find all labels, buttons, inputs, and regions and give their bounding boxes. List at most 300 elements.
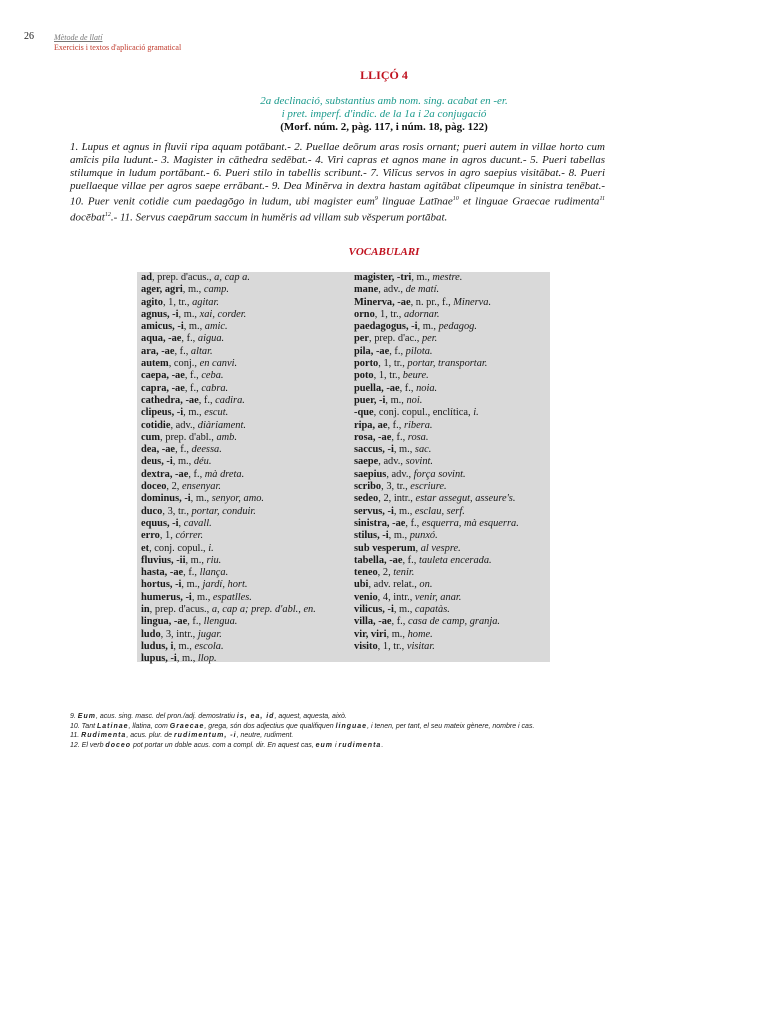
lesson-title: LLIÇÓ 4 — [360, 68, 408, 82]
vocab-entry — [141, 383, 346, 395]
vocab-meaning: al vespre. — [420, 542, 461, 554]
vocab-headword: puella, -ae — [354, 382, 400, 394]
vocab-entry — [354, 370, 548, 382]
vocab-grammar: , f., — [174, 345, 191, 357]
vocab-grammar: , f., — [188, 468, 205, 480]
vocab-headword: villa, -ae — [354, 616, 392, 628]
vocab-entry — [354, 272, 548, 284]
vocab-entry — [354, 358, 548, 370]
vocab-entry — [141, 395, 346, 407]
running-title: Mètode de llatí — [54, 33, 103, 42]
footnote-12 — [70, 741, 615, 751]
vocab-entry — [354, 297, 548, 309]
vocab-grammar: , f., — [184, 382, 202, 394]
footnote-text: i — [333, 741, 339, 749]
exercise-part: docēbat — [70, 211, 105, 224]
vocab-meaning: cadira. — [215, 394, 245, 406]
vocab-headword: dea, -ae — [141, 444, 176, 456]
vocab-entry — [354, 395, 548, 407]
vocab-entry — [354, 629, 548, 641]
vocab-meaning: pilota. — [405, 345, 433, 357]
vocab-grammar: , m., — [388, 530, 410, 542]
vocab-meaning: adornar. — [403, 308, 440, 320]
vocab-meaning: casa de camp, granja. — [407, 616, 501, 628]
vocab-grammar: , 1, tr., — [374, 308, 404, 320]
vocab-entry — [141, 543, 346, 555]
vocab-meaning: mestre. — [432, 272, 463, 283]
vocab-meaning: home. — [407, 628, 433, 640]
exercise-part: et linguae Graecae rudimenta — [458, 195, 600, 208]
vocab-grammar: , 2, — [377, 567, 394, 579]
vocab-entry — [141, 284, 346, 296]
vocab-headword: teneo — [354, 567, 378, 579]
vocab-grammar: , conj. copul., — [149, 542, 209, 554]
vocab-grammar: , 2, intr., — [378, 493, 416, 505]
vocab-headword: clipeus, -i — [141, 407, 184, 419]
footnote-text: 12. El verb — [70, 741, 106, 749]
vocab-headword: vir, viri — [354, 628, 387, 640]
vocab-headword: ludo — [141, 628, 161, 640]
vocab-grammar: , f., — [183, 567, 200, 579]
vocab-grammar: , adv., — [378, 456, 406, 468]
vocab-grammar: , m., — [417, 321, 439, 333]
vocab-meaning: riu. — [206, 554, 222, 566]
vocab-meaning: ensenyar. — [182, 481, 221, 493]
vocab-grammar: , m., — [386, 628, 408, 640]
vocab-grammar: , m., — [191, 591, 213, 603]
vocab-entry — [141, 272, 346, 284]
footnote-text: pot portar un doble acus. com a compl. dir. En aquest cas, — [131, 741, 316, 749]
footnote-text: , i tenen, per tant, el seu mateix gènere, nombre i cas. — [367, 722, 535, 730]
footnote-text: , aquest, aquesta, això. — [274, 713, 347, 720]
vocab-meaning: agitar. — [192, 296, 219, 308]
vocab-headword: autem — [141, 358, 169, 370]
vocab-entry — [141, 432, 346, 444]
vocab-headword: mane — [354, 284, 379, 296]
vocab-grammar: , f., — [402, 554, 419, 566]
vocab-entry — [354, 530, 548, 542]
footnote-term: rudimentum, -i — [173, 732, 237, 739]
vocab-entry — [354, 383, 548, 395]
vocab-grammar: , prep. d'acus., — [149, 604, 212, 616]
vocab-grammar: , n. pr., f., — [410, 296, 454, 308]
vocab-entry — [354, 333, 548, 345]
vocab-headword: vilicus, -i — [354, 604, 394, 616]
vocab-grammar: , m., — [173, 640, 195, 652]
vocab-grammar: , prep. d'abl., — [160, 431, 217, 443]
vocab-headword: ripa, ae — [354, 419, 388, 431]
vocab-headword: tabella, -ae — [354, 554, 403, 566]
vocab-meaning: llop. — [197, 653, 217, 665]
footnote-term: Latinae — [97, 722, 129, 730]
footnote-text: . — [381, 741, 384, 749]
vocab-meaning: estar assegut, asseure's. — [415, 493, 516, 505]
footnote-term: Rudimenta — [81, 732, 127, 739]
footnote-ref: 11 — [599, 196, 605, 202]
vocab-entry — [354, 641, 548, 653]
exercise-part: linguae Latīnae — [377, 195, 453, 208]
vocab-meaning: tauleta encerada. — [418, 554, 492, 566]
vocab-meaning: déu. — [193, 456, 212, 468]
vocab-entry — [141, 567, 346, 579]
vocab-grammar: , f., — [184, 370, 202, 382]
vocab-meaning: venir, anar. — [414, 591, 462, 603]
vocab-headword: paedagogus, -i — [354, 321, 418, 333]
vocab-meaning: aigua. — [197, 333, 225, 345]
vocab-meaning: escut. — [204, 407, 229, 419]
vocab-entry — [354, 309, 548, 321]
footnote-text: 9. — [70, 713, 78, 720]
vocab-grammar: , adv., — [386, 468, 414, 480]
footnote-text: , grega, són dos adjectius que qualifiquen — [204, 722, 336, 730]
lesson-topic — [0, 95, 768, 134]
vocab-headword: fluvius, -ii — [141, 554, 186, 566]
vocab-meaning: senyor, amo. — [211, 493, 264, 505]
vocab-headword: saepe — [354, 456, 379, 468]
vocab-meaning: espatlles. — [212, 591, 252, 603]
vocab-headword: cotidie — [141, 419, 171, 431]
vocab-headword: cathedra, -ae — [141, 394, 199, 406]
vocab-meaning: llengua. — [203, 616, 238, 628]
vocab-meaning: portar, conduir. — [191, 505, 256, 517]
vocab-entry — [141, 469, 346, 481]
vocab-entry — [141, 309, 346, 321]
footnote-ref: 9 — [374, 196, 378, 202]
vocab-entry — [141, 518, 346, 530]
vocab-grammar: , f., — [405, 517, 422, 529]
running-header — [54, 33, 181, 53]
vocab-meaning: i. — [473, 407, 479, 419]
vocab-headword: aqua, -ae — [141, 333, 182, 345]
running-subtitle: Exercicis i textos d'aplicació gramatical — [54, 43, 182, 52]
vocab-headword: hasta, -ae — [141, 567, 184, 579]
vocab-grammar: , 1, — [159, 530, 176, 542]
vocab-entry — [141, 456, 346, 468]
topic-line-1: 2a declinació, substantius amb nom. sing. acabat en -er. — [260, 95, 508, 107]
footnote-text: 10. Tant — [70, 722, 97, 730]
vocab-meaning: on. — [419, 579, 433, 591]
vocab-grammar: , 2, — [166, 481, 182, 493]
vocab-grammar: , f., — [389, 345, 406, 357]
vocab-entry — [354, 567, 548, 579]
vocab-grammar: , f., — [187, 616, 204, 628]
vocabulary-box — [137, 272, 550, 665]
vocab-grammar: , m., — [172, 456, 194, 468]
vocab-meaning: i. — [208, 542, 214, 554]
vocab-grammar: , m., — [181, 579, 203, 591]
vocab-meaning: pedagog. — [438, 321, 477, 333]
vocab-entry — [141, 641, 346, 653]
footnote-text: , llatina, com — [128, 722, 170, 730]
vocab-headword: sub vesperum — [354, 542, 416, 554]
vocab-meaning: rosa. — [407, 431, 429, 443]
vocab-meaning: amic. — [204, 321, 228, 333]
vocab-grammar: , m., — [185, 554, 207, 566]
vocab-grammar: , — [178, 517, 184, 529]
vocab-headword: capra, -ae — [141, 382, 185, 394]
vocab-grammar: , m., — [176, 653, 198, 665]
vocab-entry — [141, 297, 346, 309]
vocab-grammar: , m., — [178, 308, 200, 320]
vocab-entry — [141, 333, 346, 345]
footnotes — [70, 712, 615, 750]
vocab-headword: dextra, -ae — [141, 468, 189, 480]
exercise-part: .- 11. Servus caepārum saccum in humĕris ad villam sub vĕsperum portābat. — [110, 211, 448, 224]
vocab-grammar: , m., — [183, 407, 205, 419]
vocab-headword: magister, -tri — [354, 272, 412, 283]
vocab-headword: hortus, -i — [141, 579, 182, 591]
footnote-9 — [70, 712, 615, 722]
vocab-entry — [141, 493, 346, 505]
vocab-entry — [354, 420, 548, 432]
footnote-term: rudimenta — [338, 741, 382, 749]
vocab-grammar: , 1, tr., — [373, 370, 403, 382]
vocab-entry — [354, 506, 548, 518]
footnote-text: , acus. sing. masc. del pron./adj. demostratiu — [95, 713, 237, 720]
vocab-meaning: portar, transportar. — [407, 358, 488, 370]
vocab-entry — [354, 346, 548, 358]
vocab-meaning: ribera. — [403, 419, 433, 431]
vocab-entry — [141, 481, 346, 493]
vocab-headword: ager, agri — [141, 284, 183, 296]
footnote-text: , neutre, rudiment. — [236, 732, 294, 739]
footnote-term: is, ea, id — [236, 713, 275, 720]
vocab-grammar: , m., — [393, 604, 415, 616]
vocab-grammar: , m., — [393, 444, 415, 456]
vocab-meaning: capatàs. — [414, 604, 450, 616]
vocab-entry — [141, 444, 346, 456]
vocab-headword: saepius — [354, 468, 387, 480]
vocab-meaning: sac. — [414, 444, 432, 456]
footnote-ref: 12 — [104, 211, 111, 218]
vocab-headword: agito — [141, 296, 163, 308]
vocab-meaning: visitar. — [406, 640, 435, 652]
vocab-meaning: punxó. — [409, 530, 438, 542]
vocab-entry — [354, 444, 548, 456]
vocab-entry — [354, 579, 548, 591]
vocab-meaning: escola. — [194, 640, 224, 652]
vocab-meaning: noi. — [406, 394, 423, 406]
vocab-grammar: , 1, tr., — [377, 640, 407, 652]
vocab-meaning: a, cap a. — [214, 272, 250, 283]
vocab-entry — [141, 420, 346, 432]
vocab-meaning: força sovint. — [413, 468, 466, 480]
vocab-entry — [354, 604, 548, 616]
exercise-part: 1. Lupus et agnus in fluvii ripa aquam potābant.- 2. Puellae deōrum aras rosis ornant; pueri autem in villae horto cum amīcis pila ludunt.- 3. Magister in cāthedra sedēbat.- 4. Viri capras et agnos mane in agros ducunt.- 5. Pueri tabellas stilumque in ludum portābant.- 6. Pueri stilo in tabellis scribunt.- 7. Vilĭcus servos in agro saepius visitābat.- 8. Pueri puellaeque villae per agros saepe errābant.- 9. Dea Minĕrva in dextra hastam agitābat clipeumque in sinistra tenēbat.- 10. Puer venit cotidie cum paedagōgo in ludum, ubi magister eum — [70, 141, 605, 208]
page-number: 26 — [24, 31, 34, 42]
vocab-entry — [354, 432, 548, 444]
vocab-grammar: , f., — [399, 382, 417, 394]
vocab-headword: pila, -ae — [354, 345, 390, 357]
vocab-entry — [141, 653, 346, 665]
vocab-headword: erro — [141, 530, 160, 542]
vocab-headword: stilus, -i — [354, 530, 389, 542]
vocab-entry — [141, 370, 346, 382]
vocab-meaning: esquerra, mà esquerra. — [421, 517, 519, 529]
vocab-headword: servus, -i — [354, 505, 394, 517]
vocab-grammar: , adv., — [378, 284, 406, 296]
footnote-term: Graecae — [169, 722, 205, 730]
vocab-headword: visito — [354, 640, 378, 652]
vocab-grammar: , m., — [385, 394, 407, 406]
vocab-headword: poto — [354, 370, 374, 382]
vocab-grammar: , conj., — [168, 358, 200, 370]
vocab-entry — [354, 592, 548, 604]
footnote-10 — [70, 722, 615, 732]
vocab-grammar: , m., — [182, 284, 204, 296]
vocab-entry — [141, 629, 346, 641]
vocab-meaning: córrer. — [175, 530, 204, 542]
vocab-meaning: escriure. — [410, 481, 447, 493]
vocab-meaning: amb. — [216, 431, 237, 443]
vocab-entry — [354, 407, 548, 419]
vocab-grammar: , prep. d'ac., — [369, 333, 422, 345]
vocab-grammar: , m., — [183, 321, 205, 333]
footnote-text: , acus. plur. de — [126, 732, 174, 739]
vocab-entry — [354, 469, 548, 481]
vocab-grammar: , f., — [198, 394, 216, 406]
vocab-headword: scribo — [354, 481, 382, 493]
vocab-entry — [354, 555, 548, 567]
vocab-grammar: , f., — [175, 444, 192, 456]
vocab-entry — [141, 555, 346, 567]
vocab-meaning: esclau, serf. — [414, 505, 465, 517]
vocab-grammar: , 3, tr., — [381, 481, 411, 493]
vocab-grammar: , f., — [391, 616, 408, 628]
vocab-headword: lupus, -i — [141, 653, 177, 665]
vocab-meaning: deessa. — [191, 444, 222, 456]
vocabulary-title: VOCABULARI — [348, 246, 420, 258]
vocab-grammar: , f., — [387, 419, 404, 431]
vocab-meaning: de matí. — [405, 284, 440, 296]
vocab-entry — [141, 530, 346, 542]
vocab-headword: ad — [141, 272, 152, 283]
vocab-meaning: llança. — [199, 567, 229, 579]
vocab-headword: ara, -ae — [141, 345, 175, 357]
vocab-headword: deus, -i — [141, 456, 173, 468]
vocab-headword: sinistra, -ae — [354, 517, 406, 529]
topic-reference: (Morf. núm. 2, pàg. 117, i núm. 18, pàg. 122) — [280, 121, 488, 133]
vocab-entry — [354, 284, 548, 296]
vocabulary-column-left — [141, 272, 346, 666]
vocab-grammar: , f., — [391, 431, 408, 443]
vocab-headword: caepa, -ae — [141, 370, 185, 382]
vocab-headword: cum — [141, 431, 161, 443]
vocab-entry — [141, 579, 346, 591]
vocab-headword: lingua, -ae — [141, 616, 188, 628]
vocab-meaning: en canvi. — [199, 358, 238, 370]
vocab-headword: saccus, -i — [354, 444, 394, 456]
vocab-headword: Minerva, -ae — [354, 296, 411, 308]
exercise-text — [70, 141, 605, 224]
vocab-headword: porto — [354, 358, 379, 370]
vocab-grammar: , f., — [181, 333, 198, 345]
vocab-entry — [354, 616, 548, 628]
footnote-term: linguae — [335, 722, 368, 730]
vocab-headword: per — [354, 333, 370, 345]
vocab-meaning: cavall. — [183, 517, 212, 529]
vocab-meaning: cabra. — [201, 382, 229, 394]
vocab-grammar: , conj. copul., enclítica, — [373, 407, 474, 419]
vocab-entry — [141, 358, 346, 370]
vocab-meaning: diàriament. — [197, 419, 246, 431]
vocab-meaning: per. — [421, 333, 438, 345]
vocab-meaning: mà dreta. — [204, 468, 245, 480]
vocab-entry — [141, 407, 346, 419]
vocab-headword: et — [141, 542, 150, 554]
vocab-grammar: , 1, tr., — [378, 358, 408, 370]
vocab-headword: orno — [354, 308, 375, 320]
vocab-entry — [354, 518, 548, 530]
vocab-grammar: , 4, intr., — [377, 591, 415, 603]
vocab-headword: -que — [354, 407, 374, 419]
vocab-entry — [354, 456, 548, 468]
vocab-grammar: , adv., — [170, 419, 198, 431]
vocab-entry — [354, 481, 548, 493]
vocab-grammar: , m., — [393, 505, 415, 517]
footnote-term: Eum — [77, 713, 96, 720]
vocab-entry — [141, 592, 346, 604]
vocab-headword: puer, -i — [354, 394, 386, 406]
vocab-grammar: , adv. relat., — [368, 579, 420, 591]
vocab-meaning: xai, corder. — [199, 308, 247, 320]
footnote-11 — [70, 731, 615, 741]
vocab-meaning: jardí, hort. — [202, 579, 248, 591]
vocab-entry — [141, 604, 346, 616]
vocab-entry — [141, 346, 346, 358]
vocab-grammar: , 3, intr., — [160, 628, 198, 640]
vocab-grammar: , — [415, 542, 421, 554]
footnote-text: 11. — [70, 732, 82, 739]
vocab-headword: equus, -i — [141, 517, 179, 529]
vocab-headword: dominus, -i — [141, 493, 191, 505]
vocab-meaning: Minerva. — [453, 296, 492, 308]
vocab-headword: ubi — [354, 579, 369, 591]
footnote-term: eum — [315, 741, 334, 749]
vocab-headword: venio — [354, 591, 378, 603]
vocabulary-column-right — [354, 272, 548, 653]
vocab-grammar: , prep. d'acus., — [151, 272, 215, 283]
vocab-entry — [141, 616, 346, 628]
vocab-headword: duco — [141, 505, 163, 517]
vocab-grammar: , m., — [190, 493, 212, 505]
vocab-entry — [354, 321, 548, 333]
footnote-ref: 10 — [452, 196, 459, 202]
vocab-meaning: jugar. — [197, 628, 222, 640]
vocab-meaning: tenir. — [393, 567, 415, 579]
vocab-headword: doceo — [141, 481, 167, 493]
vocab-entry — [141, 506, 346, 518]
vocab-meaning: altar. — [190, 345, 213, 357]
vocab-headword: humerus, -i — [141, 591, 192, 603]
vocab-grammar: , m., — [411, 272, 433, 283]
vocab-grammar: , 3, tr., — [162, 505, 192, 517]
vocab-grammar: , 1, tr., — [162, 296, 193, 308]
vocab-headword: rosa, -ae — [354, 431, 392, 443]
topic-line-2: i pret. imperf. d'indic. de la 1a i 2a conjugació — [281, 108, 487, 120]
vocab-headword: sedeo — [354, 493, 379, 505]
vocab-meaning: beure. — [402, 370, 429, 382]
vocab-entry — [354, 543, 548, 555]
vocab-headword: ludus, i — [141, 640, 174, 652]
vocab-headword: in — [141, 604, 150, 616]
footnote-term: doceo — [105, 741, 132, 749]
vocab-meaning: noia. — [416, 382, 438, 394]
vocab-entry — [141, 321, 346, 333]
vocab-meaning: sovint. — [405, 456, 433, 468]
vocab-entry — [354, 493, 548, 505]
vocab-headword: amicus, -i — [141, 321, 184, 333]
